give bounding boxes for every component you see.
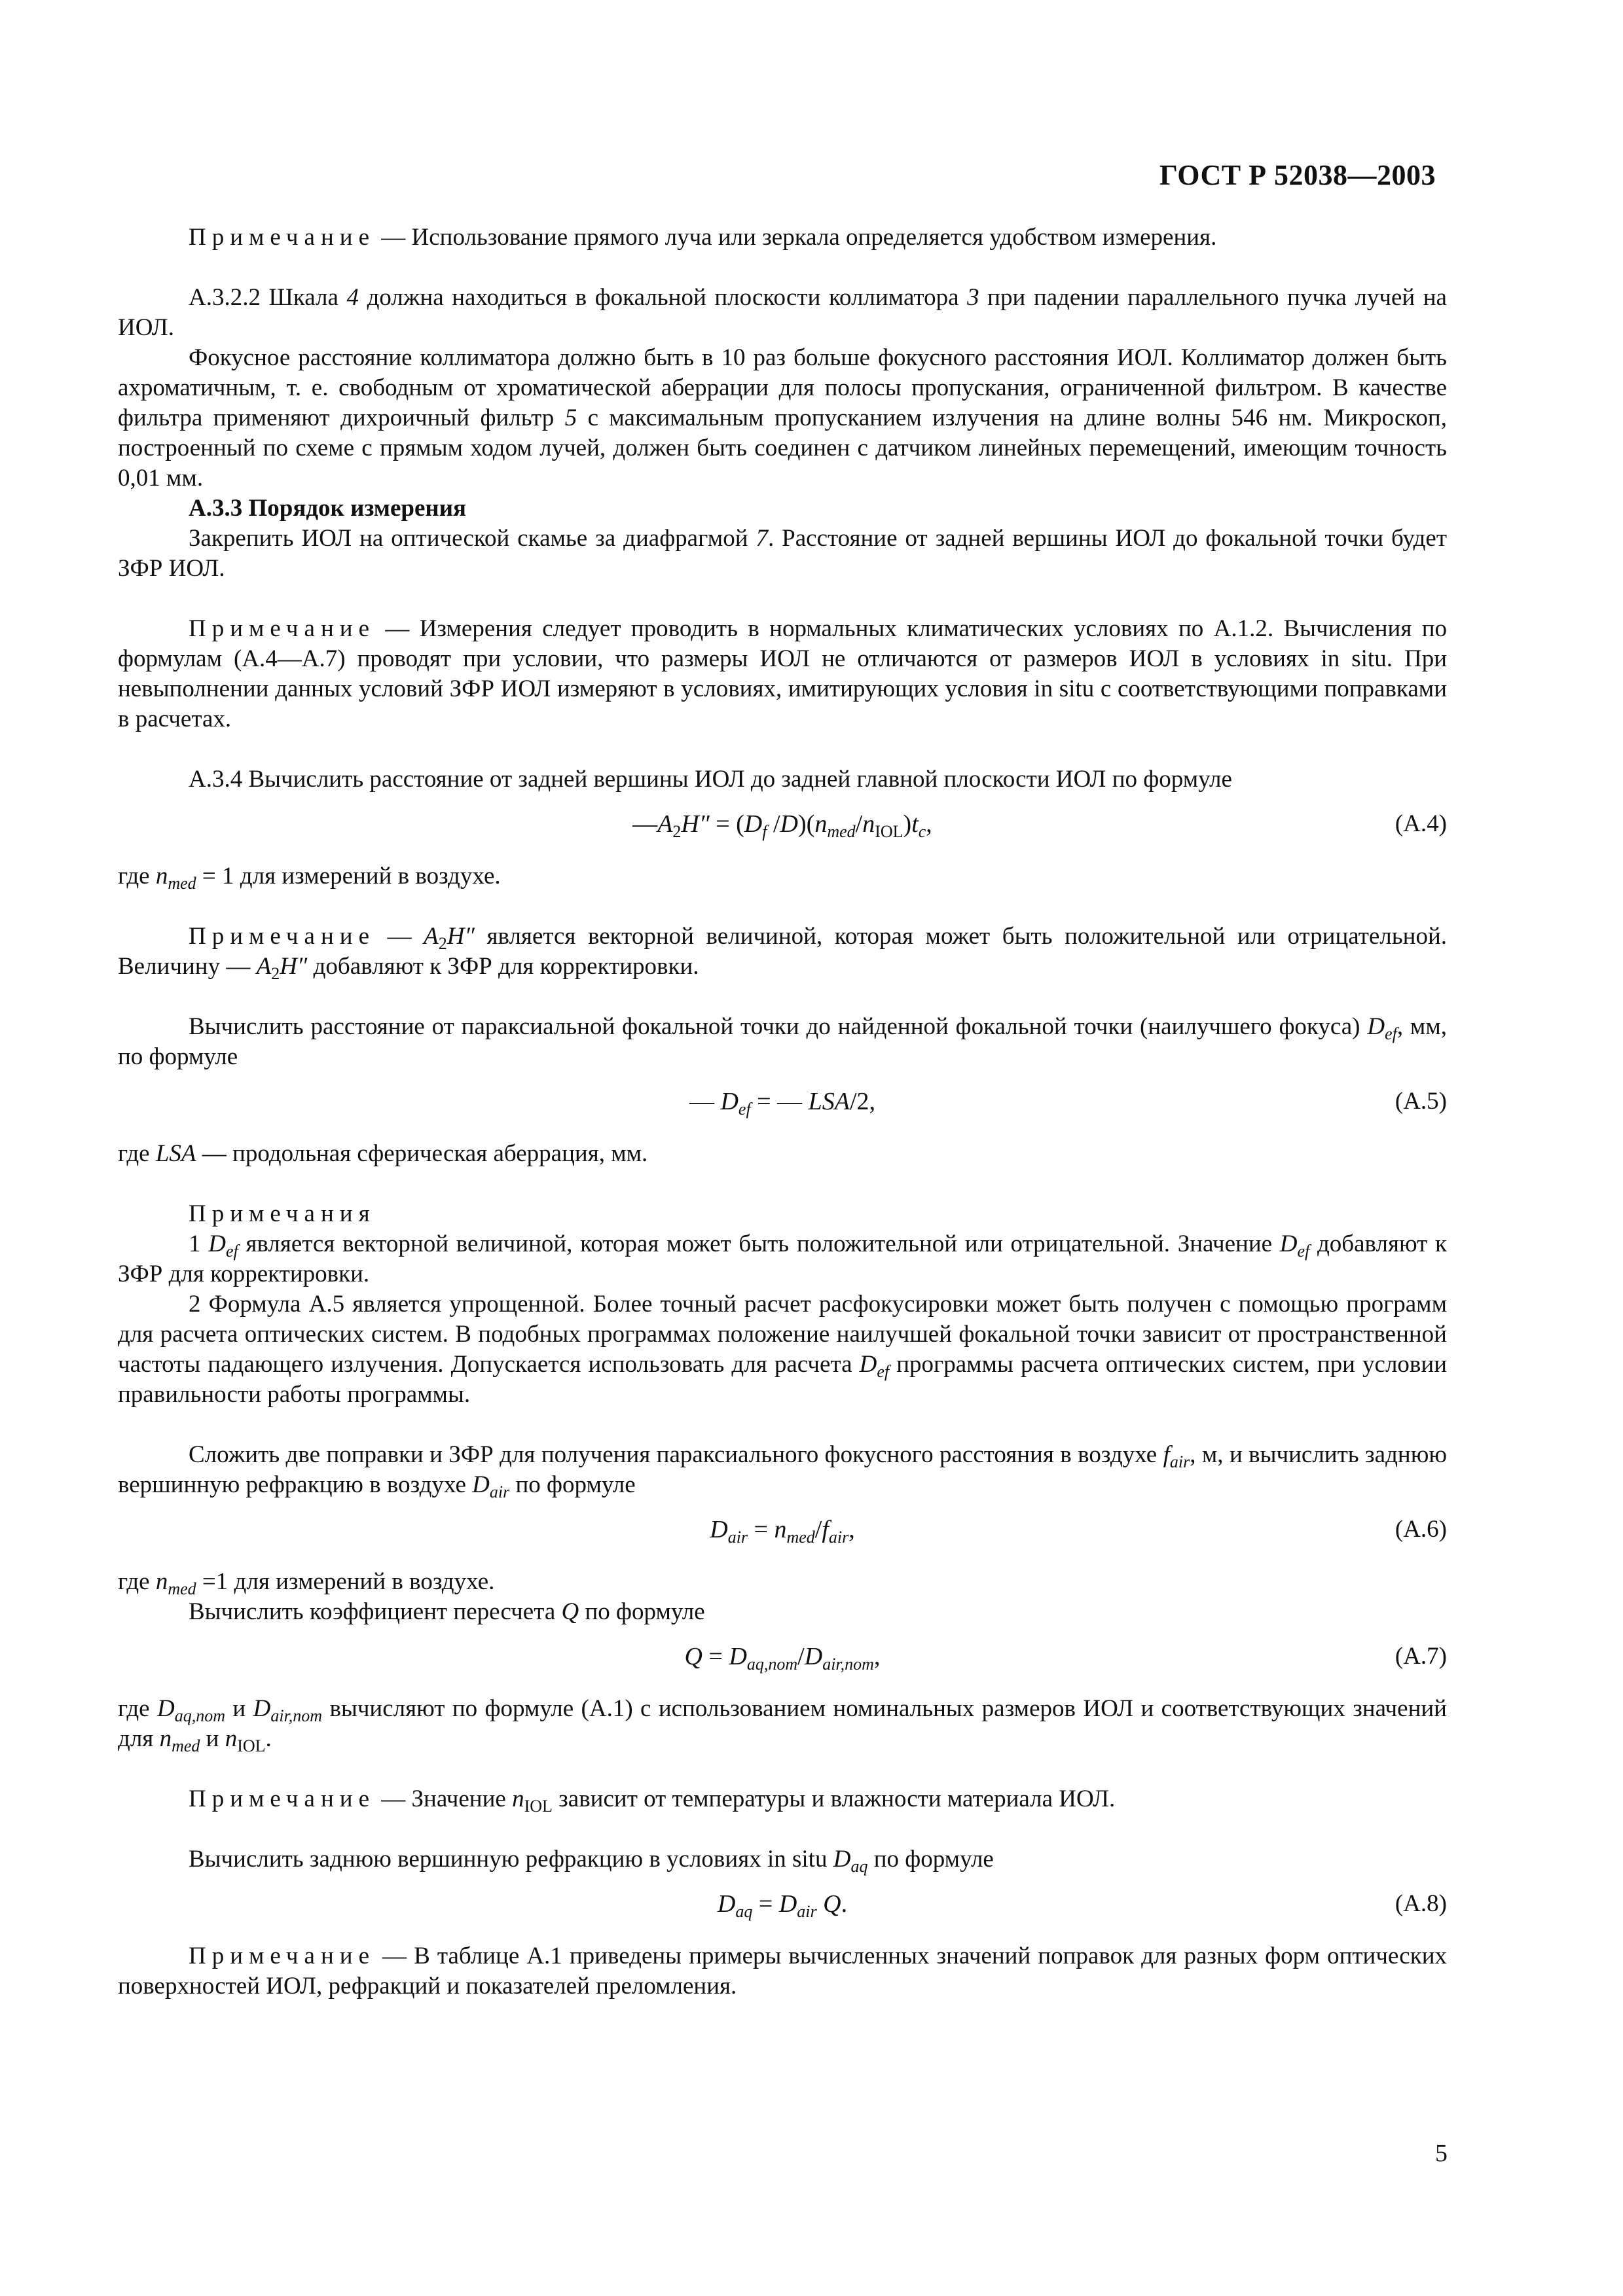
- notes-label: Примечания: [189, 1200, 376, 1227]
- subscript: IOL: [875, 822, 903, 841]
- symbol: n: [155, 863, 168, 889]
- dash: —: [375, 224, 412, 251]
- paragraph-text: с максимальным пропусканием излучения на длине волны 546 нм. Микроскоп, построенный по схеме с прямым ходом лучей, должен быть соединен с датчиком линейных перемещений, имеющим точность 0,01 мм.: [118, 404, 1447, 492]
- formula-number: (А.4): [1395, 810, 1447, 837]
- paragraph-sum: [118, 1440, 1447, 1500]
- note-text: программы расчета оптических систем, при условии правильности работы программы.: [118, 1351, 1447, 1408]
- subscript: ef: [1385, 1024, 1397, 1043]
- dash: —: [375, 1943, 414, 1969]
- symbol: LSA: [808, 1088, 850, 1115]
- formula-expression: [118, 1889, 1447, 1919]
- formula-expression: [118, 1641, 1447, 1672]
- note-text: 2 Формула А.5 является упрощенной. Более точный расчет расфокусировки может быть получен с помощью программ для расчета оптических систем. В подобных программах положение наилучшей фокальной точки зависит от пространственной частоты падающего излучения. Допускается использовать для расчета: [118, 1291, 1447, 1378]
- subscript: med: [786, 1528, 815, 1547]
- subscript: aq: [735, 1902, 753, 1921]
- paragraph-text: , м, и вычислить заднюю вершинную рефракцию в воздухе: [118, 1441, 1447, 1498]
- operator: )(: [798, 810, 815, 838]
- subscript: 2: [271, 964, 280, 983]
- subscript: air,nom: [822, 1655, 874, 1674]
- ref-number: 4: [346, 284, 359, 311]
- note-text: зависит от температуры и влажности материала ИОЛ.: [552, 1785, 1116, 1812]
- symbol: D: [720, 1088, 739, 1115]
- paragraph-text: Закрепить ИОЛ на оптической скамье за диафрагмой: [189, 525, 756, 552]
- clause-a34: А.3.4 Вычислить расстояние от задней вершины ИОЛ до задней главной плоскости ИОЛ по формуле: [189, 766, 1232, 793]
- operator: —: [632, 810, 658, 838]
- where-text: .: [265, 1725, 272, 1752]
- symbol: D: [804, 1643, 823, 1670]
- clause-text: должна находиться в фокальной плоскости коллиматора: [359, 284, 968, 311]
- symbol: H″: [280, 953, 308, 980]
- notes-heading: [118, 1199, 1447, 1229]
- symbol: D: [1367, 1013, 1385, 1040]
- ref-number: 5: [564, 404, 577, 431]
- subscript: f: [762, 822, 767, 841]
- paragraph-text: по формуле: [867, 1846, 994, 1873]
- operator: /: [767, 810, 780, 838]
- formula-number: (А.5): [1395, 1088, 1447, 1115]
- formula-number: (А.8): [1395, 1890, 1447, 1917]
- symbol: n: [512, 1785, 524, 1812]
- symbol: D: [472, 1471, 490, 1498]
- symbol: LSA: [155, 1140, 196, 1167]
- where-text: где: [118, 1140, 156, 1167]
- formula-a5: [118, 1086, 1447, 1123]
- note-text: В таблице А.1 приведены примеры вычисленных значений поправок для разных форм оптических поверхностей ИОЛ, рефракций и показателей преломления.: [118, 1943, 1448, 2000]
- formula-number: (А.6): [1395, 1516, 1447, 1543]
- note-paragraph: [118, 1784, 1447, 1814]
- note-text: Измерения следует проводить в нормальных климатических условиях по А.1.2. Вычисления по формулам (А.4—А.7) проводят при условии, что размеры ИОЛ не отличаются от размеров ИОЛ в условиях in situ. При невыполнении данных условий ЗФР ИОЛ измеряют в условиях, имитирующих условия in situ с соответствующими поправками в расчетах.: [118, 615, 1447, 732]
- formula-a4: [118, 809, 1447, 846]
- symbol: f: [1163, 1441, 1170, 1468]
- symbol: n: [159, 1725, 172, 1752]
- operator: ,: [848, 1516, 855, 1543]
- subscript: ef: [225, 1242, 238, 1261]
- symbol: D: [729, 1643, 747, 1670]
- formula-a6: [118, 1515, 1447, 1551]
- where-text: и: [225, 1695, 253, 1722]
- subscript: med: [827, 822, 856, 841]
- note-text: Значение: [411, 1785, 513, 1812]
- note-text: является векторной величиной, которая может быть положительной или отрицательной. Значение: [238, 1230, 1280, 1257]
- subscript: aq,nom: [746, 1655, 798, 1674]
- where-text: — продольная сферическая аберрация, мм.: [196, 1140, 648, 1167]
- clause-text: при падении параллельного пучка лучей на ИОЛ.: [118, 284, 1447, 341]
- operator: =: [748, 1516, 775, 1543]
- note-text: является векторной величиной, которая может быть положительной или отрицательной. Величину —: [118, 923, 1448, 980]
- where-text: где: [118, 1568, 156, 1595]
- operator: = (: [709, 810, 744, 838]
- operator: ): [903, 810, 912, 838]
- operator: = —: [750, 1088, 809, 1115]
- note-paragraph: [118, 223, 1447, 253]
- where-clause: [118, 1694, 1447, 1754]
- symbol: n: [155, 1568, 168, 1595]
- formula-expression: [118, 1086, 1447, 1117]
- note-text: добавляют к ЗФР для корректировки.: [118, 1230, 1447, 1287]
- formula-a8: [118, 1889, 1447, 1926]
- document-header: ГОСТ Р 52038—2003: [1159, 159, 1436, 191]
- symbol: f: [822, 1516, 829, 1543]
- symbol: D: [744, 810, 763, 838]
- formula-expression: $—A_2H'' = (D_f$ $/D)(n_{med}/n_{IOL})t_c$,: [632, 810, 932, 841]
- symbol: D: [717, 1890, 736, 1918]
- paragraph-text: по формуле: [579, 1598, 705, 1625]
- symbol: D: [1279, 1230, 1298, 1257]
- symbol: n: [774, 1516, 787, 1543]
- paragraph-text: . Расстояние от задней вершины ИОЛ до фокальной точки будет ЗФР ИОЛ.: [118, 525, 1447, 582]
- operator: .: [841, 1890, 848, 1918]
- subscript: aq: [850, 1857, 868, 1876]
- formula-number: (А.7): [1395, 1643, 1447, 1670]
- note-item: [118, 1229, 1447, 1289]
- note-label: Примечание: [189, 615, 375, 642]
- subscript: IOL: [524, 1797, 553, 1816]
- symbol: A: [256, 953, 272, 980]
- page-number: 5: [1435, 2140, 1448, 2167]
- subscript: ef: [1297, 1242, 1310, 1261]
- note-paragraph: [118, 1941, 1447, 2001]
- operator: /: [855, 810, 863, 838]
- subscript: aq,nom: [174, 1706, 225, 1725]
- operator: /2,: [849, 1088, 876, 1115]
- subscript: air,nom: [270, 1706, 323, 1725]
- where-text: =1 для измерений в воздухе.: [196, 1568, 495, 1595]
- where-clause: [118, 1139, 1447, 1169]
- where-text: и: [200, 1725, 225, 1752]
- note-paragraph: [118, 614, 1447, 734]
- formula-a7: [118, 1641, 1447, 1678]
- operator: /: [797, 1643, 805, 1670]
- paragraph-text: по формуле: [509, 1471, 636, 1498]
- symbol: n: [862, 810, 875, 838]
- note-label: Примечание: [189, 923, 375, 950]
- where-clause: [118, 861, 1447, 891]
- symbol: Q: [823, 1890, 841, 1918]
- note-label: Примечание: [189, 1943, 375, 1969]
- formula-expression: [118, 1515, 1447, 1545]
- paragraph-text: Вычислить заднюю вершинную рефракцию в условиях in situ: [189, 1846, 833, 1873]
- symbol: A: [424, 923, 439, 950]
- symbol: Q: [561, 1598, 579, 1625]
- paragraph-text: Фокусное расстояние коллиматора должно быть в 10 раз больше фокусного расстояния ИОЛ. Коллиматор должен быть ахроматичным, т. е. свободным от хроматической аберрации для полосы пропускания, ограниченной фильтром. В качестве фильтра применяют дихроичный фильтр: [118, 344, 1447, 431]
- paragraph-text: , мм, по формуле: [118, 1013, 1447, 1070]
- symbol: D: [778, 1890, 797, 1918]
- operator: /: [814, 1516, 822, 1543]
- clause-text: А.3.2.2 Шкала: [189, 284, 347, 311]
- symbol: D: [859, 1351, 877, 1378]
- subscript: 2: [438, 934, 447, 953]
- symbol: D: [833, 1846, 851, 1873]
- dash: —: [375, 923, 424, 950]
- paragraph-calc-q: [118, 1597, 1447, 1627]
- note-text: Использование прямого луча или зеркала определяется удобством измерения.: [411, 224, 1217, 251]
- operator: =: [752, 1890, 779, 1918]
- note-text: 1: [189, 1230, 209, 1257]
- subscript: med: [172, 1736, 200, 1755]
- clause-a322: [118, 283, 1447, 343]
- subscript: air: [797, 1902, 817, 1921]
- where-text: где: [118, 1695, 157, 1722]
- paragraph-text: Вычислить расстояние от параксиальной фокальной точки до найденной фокальной точки (наилучшего фокуса): [189, 1013, 1368, 1040]
- document-body: [118, 223, 1447, 2001]
- dash: —: [375, 1785, 412, 1812]
- section-heading: А.3.3 Порядок измерения: [189, 495, 467, 522]
- subscript: air: [828, 1528, 849, 1547]
- operator: ,: [926, 810, 932, 838]
- operator: ,: [873, 1643, 881, 1670]
- symbol: Q: [684, 1643, 702, 1670]
- subscript: air: [489, 1482, 510, 1501]
- where-text: = 1 для измерений в воздухе.: [196, 863, 501, 889]
- ref-number: 7: [756, 525, 768, 552]
- ref-number: 3: [967, 284, 979, 311]
- subscript: ef: [738, 1100, 751, 1119]
- symbol: D: [253, 1695, 271, 1722]
- paragraph-calc-def: [118, 1012, 1447, 1072]
- subscript: med: [168, 874, 196, 893]
- symbol: n: [225, 1725, 238, 1752]
- dash: —: [375, 615, 420, 642]
- operator: —: [689, 1088, 721, 1115]
- symbol: D: [780, 810, 798, 838]
- subscript: air: [1169, 1452, 1190, 1471]
- paragraph-calc-daq: [118, 1844, 1447, 1874]
- note-label: Примечание: [189, 1785, 375, 1812]
- subscript: 2: [672, 822, 682, 841]
- symbol: A: [657, 810, 673, 838]
- where-text: вычисляют по формуле (А.1) с использованием номинальных размеров ИОЛ и соответствующих значений для: [118, 1695, 1447, 1752]
- paragraph-text: Сложить две поправки и ЗФР для получения параксиального фокусного расстояния в воздухе: [189, 1441, 1163, 1468]
- operator: =: [702, 1643, 729, 1670]
- where-clause: [118, 1567, 1447, 1597]
- symbol: D: [208, 1230, 226, 1257]
- note-item: [118, 1289, 1447, 1410]
- paragraph-text: Вычислить коэффициент пересчета: [189, 1598, 562, 1625]
- note-paragraph: [118, 922, 1447, 982]
- paragraph-focal: [118, 343, 1447, 493]
- subscript: ef: [877, 1362, 890, 1381]
- subscript: air: [727, 1528, 748, 1547]
- symbol: H″: [447, 923, 475, 950]
- subscript: IOL: [237, 1736, 266, 1755]
- symbol: H″: [681, 810, 710, 838]
- subscript: med: [168, 1579, 196, 1598]
- note-label: Примечание: [189, 224, 375, 251]
- symbol: D: [710, 1516, 728, 1543]
- where-text: где: [118, 863, 156, 889]
- paragraph-mount: [118, 524, 1447, 584]
- note-text: добавляют к ЗФР для корректировки.: [307, 953, 699, 980]
- symbol: D: [156, 1695, 175, 1722]
- symbol: n: [814, 810, 828, 838]
